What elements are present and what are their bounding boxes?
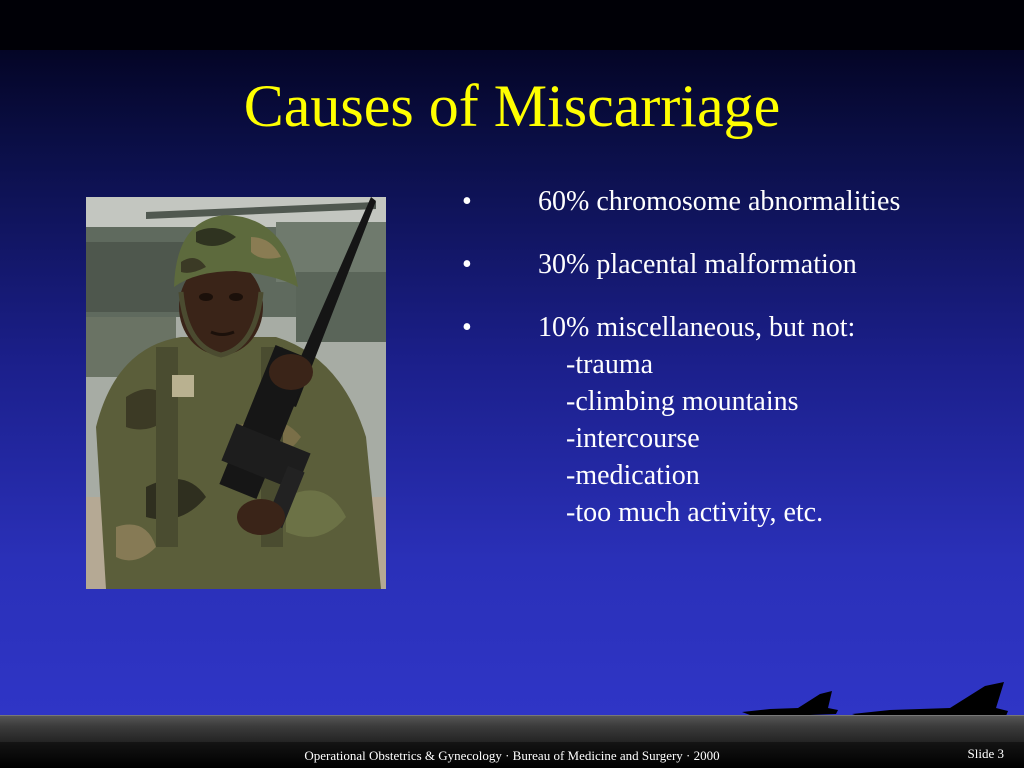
bullet-marker: • xyxy=(462,186,472,217)
bullet-item xyxy=(462,309,1022,531)
sub-list xyxy=(538,346,1022,531)
sub-item: -trauma xyxy=(566,349,654,380)
bullet-marker: • xyxy=(462,312,472,343)
soldier-photo xyxy=(86,197,386,589)
slide-number: Slide 3 xyxy=(967,746,1004,761)
sub-item: -climbing mountains xyxy=(566,386,799,417)
bullet-text: 10% miscellaneous, but not: xyxy=(538,312,856,343)
slide-title: Causes of Miscarriage xyxy=(243,73,781,139)
bullet-marker: • xyxy=(462,249,472,280)
bullet-list xyxy=(462,183,1022,557)
top-dark-band xyxy=(0,0,1024,50)
runway-band xyxy=(0,715,1024,742)
footer-text: Operational Obstetrics & Gynecology · Bureau of Medicine and Surgery · 2000 xyxy=(304,748,720,763)
bullet-item xyxy=(462,246,1022,283)
bullet-text: 60% chromosome abnormalities xyxy=(538,186,901,217)
sub-item: -medication xyxy=(566,460,700,491)
soldier-photo-icon xyxy=(86,197,386,589)
bullet-text: 30% placental malformation xyxy=(538,249,857,280)
bullet-item xyxy=(462,183,1022,220)
sub-item: -too much activity, etc. xyxy=(566,497,824,528)
sub-item: -intercourse xyxy=(566,423,700,454)
